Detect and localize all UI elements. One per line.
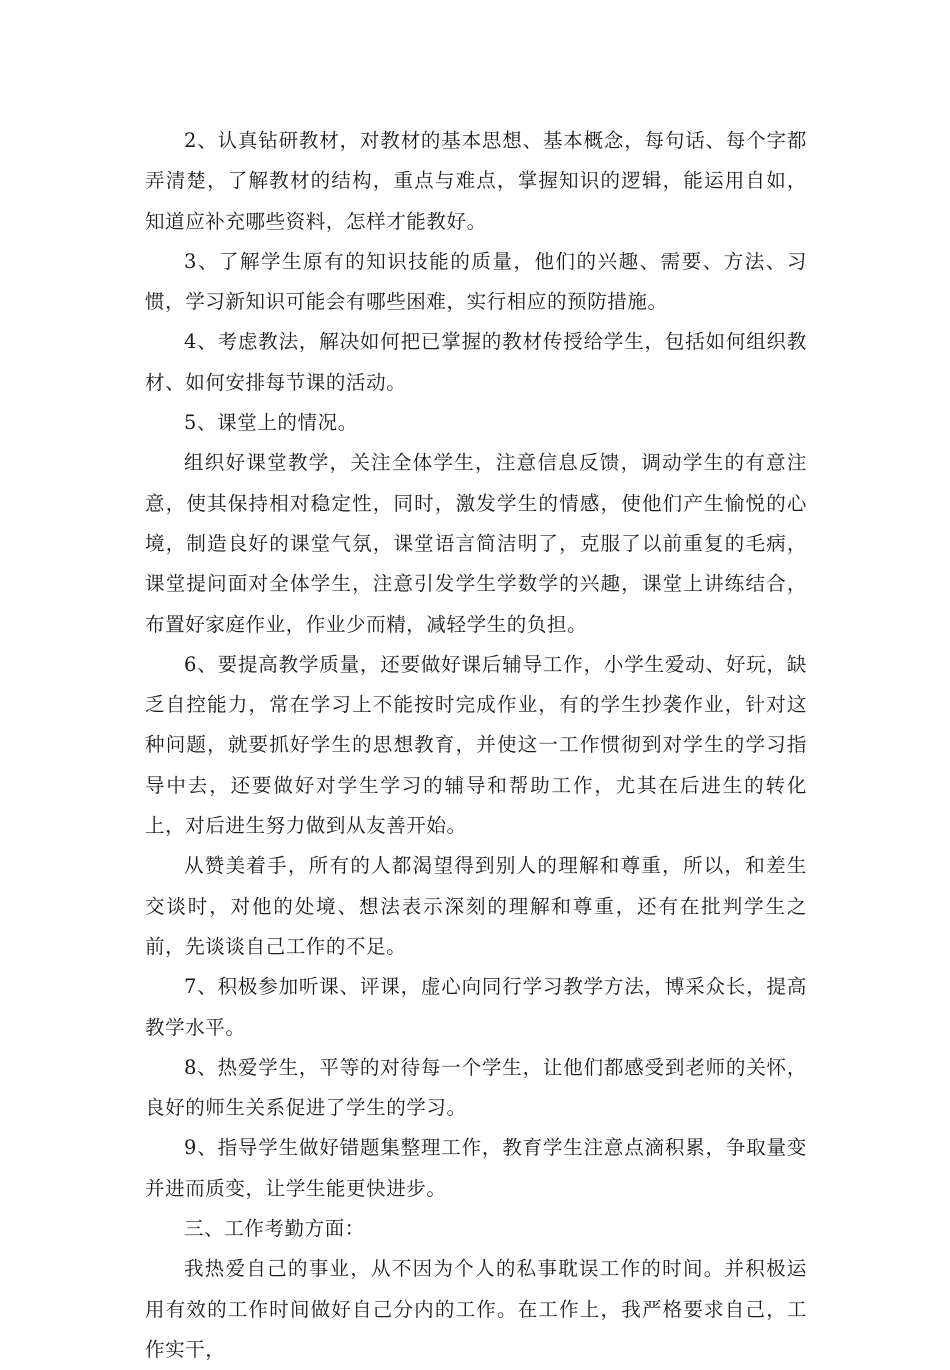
section-heading-attendance: 三、工作考勤方面： <box>184 1217 365 1241</box>
paragraph-item-7: 7、积极参加听课、评课，虚心向同行学习教学方法，博采众长，提高教学水平。 <box>145 975 807 1039</box>
paragraph-item-9: 9、指导学生做好错题集整理工作，教育学生注意点滴积累，争取量变并进而质变，让学生能更快进步。 <box>145 1136 807 1200</box>
paragraph-item-8: 8、热爱学生，平等的对待每一个学生，让他们都感受到老师的关怀，良好的师生关系促进了学生的学习。 <box>145 1055 807 1120</box>
paragraph-classroom-detail: 组织好课堂教学，关注全体学生，注意信息反馈，调动学生的有意注意，使其保持相对稳定性，同时，激发学生的情感，使他们产生愉悦的心境，制造良好的课堂气氛，课堂语言简洁明了，克服了以前重复的毛病，课堂提问面对全体学生，注意引发学生学数学的兴趣，课堂上讲练结合，布置好家庭作业，作业少而精，减轻学生的负担。 <box>145 451 807 636</box>
paragraph-item-4: 4、考虑教法，解决如何把已掌握的教材传授给学生，包括如何组织教材、如何安排每节课的活动。 <box>145 330 807 394</box>
paragraph-item-2: 2、认真钻研教材，对教材的基本思想、基本概念，每句话、每个字都弄清楚，了解教材的结构，重点与难点，掌握知识的逻辑，能运用自如，知道应补充哪些资料，怎样才能教好。 <box>145 129 807 233</box>
paragraph-item-5: 5、课堂上的情况。 <box>184 411 358 435</box>
paragraph-item-3: 3、了解学生原有的知识技能的质量，他们的兴趣、需要、方法、习惯，学习新知识可能会有哪些困难，实行相应的预防措施。 <box>145 249 807 314</box>
paragraph-attendance: 我热爱自己的事业，从不因为个人的私事耽误工作的时间。并积极运用有效的工作时间做好自己分内的工作。在工作上，我严格要求自己，工作实干， <box>145 1257 807 1361</box>
paragraph-item-6: 6、要提高教学质量，还要做好课后辅导工作，小学生爱动、好玩，缺乏自控能力，常在学习上不能按时完成作业，有的学生抄袭作业，针对这种问题，就要抓好学生的思想教育，并使这一工作惯彻到对学生的学习指导中去，还要做好对学生学习的辅导和帮助工作，尤其在后进生的转化上，对后进生努力做到从友善开始。 <box>145 652 807 838</box>
document-body <box>145 121 807 1370</box>
paragraph-praise: 从赞美着手，所有的人都渴望得到别人的理解和尊重，所以，和差生交谈时，对他的处境、想法表示深刻的理解和尊重，还有在批判学生之前，先谈谈自己工作的不足。 <box>145 854 807 958</box>
